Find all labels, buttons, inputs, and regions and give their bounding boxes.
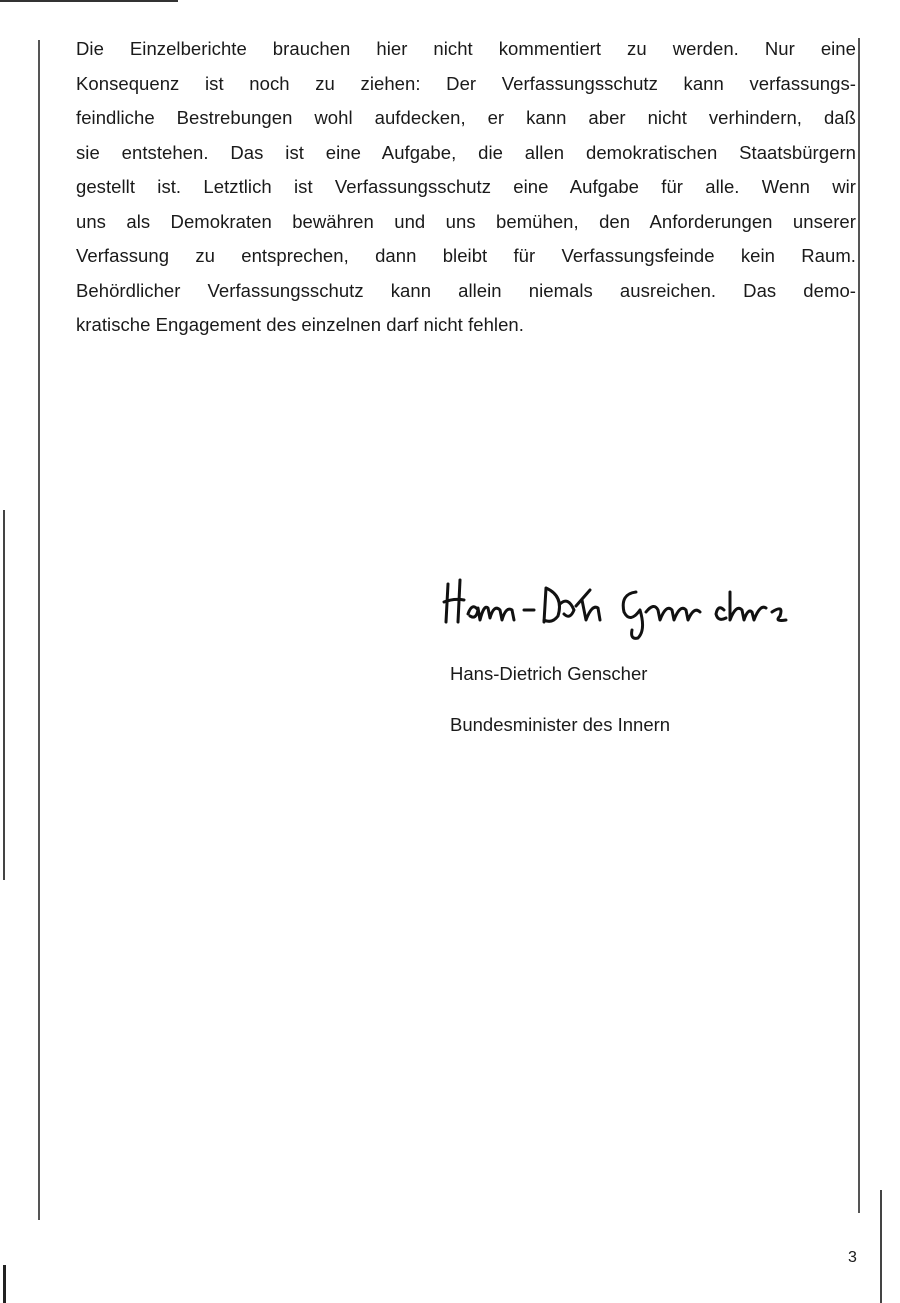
body-paragraph bbox=[76, 32, 856, 343]
signer-name: Hans-Dietrich Genscher bbox=[450, 663, 648, 684]
paragraph-line: gestellt ist. Letztlich ist Verfassungsschutz eine Aufgabe für alle. Wenn wir bbox=[76, 176, 856, 197]
left-edge-mark bbox=[3, 510, 5, 880]
paragraph-line: Konsequenz ist noch zu ziehen: Der Verfassungsschutz kann verfassungs- bbox=[76, 72, 856, 94]
left-margin-rule bbox=[38, 40, 40, 1220]
page-number: 3 bbox=[848, 1249, 857, 1266]
handwritten-signature bbox=[440, 570, 800, 640]
paragraph-line: Verfassung zu entsprechen, dann bleibt für Verfassungsfeinde kein Raum. bbox=[76, 245, 856, 266]
right-margin-rule bbox=[858, 38, 860, 1213]
top-left-scan-edge bbox=[0, 0, 178, 2]
paragraph-line: feindliche Bestrebungen wohl aufdecken, er kann aber nicht verhindern, daß bbox=[76, 107, 856, 128]
right-edge-line bbox=[880, 1190, 882, 1303]
signer-title: Bundesminister des Innern bbox=[450, 714, 671, 735]
left-edge-mark-bottom bbox=[3, 1265, 6, 1303]
paragraph-line: Behördlicher Verfassungsschutz kann allein niemals ausreichen. Das demo- bbox=[76, 279, 856, 301]
paragraph-line: Die Einzelberichte brauchen hier nicht kommentiert zu werden. Nur eine bbox=[76, 38, 856, 59]
paragraph-line: kratische Engagement des einzelnen darf nicht fehlen. bbox=[76, 314, 524, 335]
paragraph-line: sie entstehen. Das ist eine Aufgabe, die allen demokratischen Staatsbürgern bbox=[76, 141, 856, 163]
paragraph-line: uns als Demokraten bewähren und uns bemühen, den Anforderungen unserer bbox=[76, 210, 856, 232]
